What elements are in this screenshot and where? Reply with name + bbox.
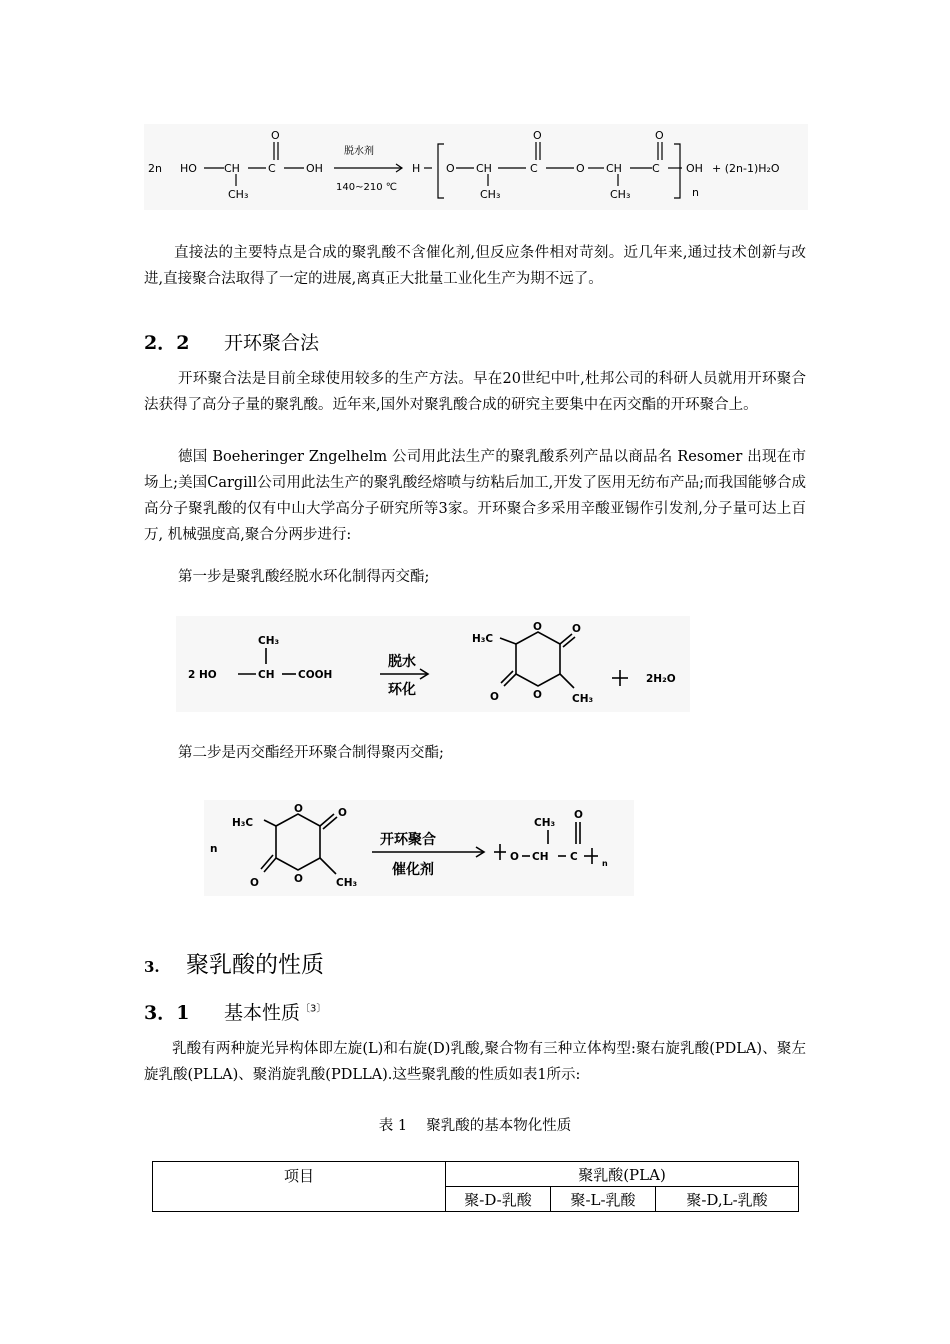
svg-text:C: C: [268, 162, 276, 175]
svg-text:CH: CH: [476, 162, 492, 175]
svg-text:O: O: [294, 803, 303, 815]
svg-text:OH: OH: [306, 162, 323, 175]
svg-text:H₃C: H₃C: [472, 633, 494, 645]
reaction3-reagent-bottom: 催化剂: [392, 862, 434, 878]
svg-text:O: O: [572, 623, 581, 635]
reaction1-subscript-n: n: [692, 186, 699, 199]
table1-col-pdlla: 聚-D,L-乳酸: [656, 1187, 799, 1212]
svg-text:CH₃: CH₃: [572, 693, 594, 705]
svg-text:O: O: [338, 807, 347, 819]
paragraph-ring-opening-1: 开环聚合法是目前全球使用较多的生产方法。早在20世纪中叶,杜邦公司的科研人员就用开环聚合法获得了高分子量的聚乳酸。近年来,国外对聚乳酸合成的研究主要集中在丙交酯的开环聚合上。: [144, 371, 806, 413]
svg-text:C: C: [530, 162, 538, 175]
svg-text:O: O: [574, 809, 583, 821]
reaction2-coef: 2 HO: [188, 669, 217, 681]
svg-text:CH₃: CH₃: [336, 877, 358, 889]
svg-text:O: O: [533, 621, 542, 633]
table1-header-item: 项目: [153, 1162, 446, 1212]
svg-text:O: O: [533, 689, 542, 701]
reaction2-reagent-bottom: 环化: [388, 682, 416, 698]
section-3-number: 3.: [144, 958, 160, 976]
svg-text:CH: CH: [224, 162, 240, 175]
step1-text: 第一步是聚乳酸经脱水环化制得丙交酯;: [178, 569, 430, 585]
reaction2-reagent-top: 脱水: [388, 654, 416, 670]
svg-text:OH: OH: [686, 162, 703, 175]
table1: [152, 1161, 799, 1212]
reaction1-scheme: [144, 124, 808, 210]
svg-text:C: C: [652, 162, 660, 175]
table1-header-group: 聚乳酸(PLA): [446, 1162, 799, 1187]
paragraph-direct-method: 直接法的主要特点是合成的聚乳酸不含催化剂,但反应条件相对苛刻。近几年来,通过技术创新与改进,直接聚合法取得了一定的进展,离真正大批量工业化生产为期不远了。: [144, 245, 806, 287]
reaction3-reagent-top: 开环聚合: [380, 832, 436, 848]
svg-text:HO: HO: [180, 162, 197, 175]
svg-text:O: O: [271, 129, 280, 142]
svg-text:CH₃: CH₃: [610, 188, 631, 201]
section-3-heading: [144, 946, 324, 979]
step2-text: 第二步是丙交酯经开环聚合制得聚丙交酯;: [178, 745, 444, 761]
svg-text:O: O: [446, 162, 455, 175]
svg-text:O: O: [490, 691, 499, 703]
svg-text:O: O: [533, 129, 542, 142]
svg-text:n: n: [602, 859, 608, 868]
reaction3-coef: n: [210, 843, 218, 855]
svg-text:CH₃: CH₃: [534, 817, 556, 829]
section-3-1-number: 3．1: [144, 1002, 190, 1024]
reaction1-coef: 2n: [148, 162, 162, 175]
svg-text:CH: CH: [258, 669, 275, 681]
section-3-title: 聚乳酸的性质: [186, 952, 324, 978]
reaction2-water: 2H₂O: [646, 673, 676, 685]
svg-text:O: O: [294, 873, 303, 885]
svg-text:CH₃: CH₃: [480, 188, 501, 201]
section-2-2-number: 2．2: [144, 332, 190, 354]
svg-text:CH₃: CH₃: [228, 188, 249, 201]
svg-text:C: C: [570, 851, 578, 863]
svg-text:O: O: [250, 877, 259, 889]
table1-col-plla: 聚-L-乳酸: [551, 1187, 656, 1212]
svg-text:O: O: [510, 851, 519, 863]
section-2-2-heading: [144, 328, 319, 355]
svg-text:CH₃: CH₃: [258, 635, 280, 647]
reaction1-conditions: 140~210 ℃: [336, 182, 397, 193]
svg-text:CH: CH: [606, 162, 622, 175]
svg-text:H₃C: H₃C: [232, 817, 254, 829]
table1-caption: 表 1 聚乳酸的基本物化性质: [378, 1118, 572, 1134]
reaction1-reagent: 脱水剂: [344, 146, 374, 157]
svg-text:O: O: [655, 129, 664, 142]
table1-col-pdla: 聚-D-乳酸: [446, 1187, 551, 1212]
reaction1-byproduct: + (2n-1)H₂O: [712, 162, 780, 175]
paragraph-basic-properties: 乳酸有两种旋光异构体即左旋(L)和右旋(D)乳酸,聚合物有三种立体构型:聚右旋乳酸(PDLA)、聚左旋乳酸(PLLA)、聚消旋乳酸(PDLLA).这些聚乳酸的性质如表1所示:: [144, 1041, 806, 1083]
reaction2-scheme: [176, 616, 690, 712]
section-3-1-reference: 〔3〕: [300, 1003, 327, 1015]
svg-text:COOH: COOH: [298, 669, 333, 681]
svg-text:CH: CH: [532, 851, 549, 863]
section-3-1-title: 基本性质: [224, 1002, 301, 1024]
svg-text:O: O: [576, 162, 585, 175]
section-3-1-heading: [144, 998, 326, 1025]
section-2-2-title: 开环聚合法: [224, 332, 320, 354]
reaction3-scheme: [204, 800, 634, 896]
svg-text:H: H: [412, 162, 421, 175]
paragraph-ring-opening-2: 德国 Boeheringer Zngelhelm 公司用此法生产的聚乳酸系列产品以商品名 Resomer 出现在市场上;美国Cargill公司用此法生产的聚乳酸经熔喷与纺粘后加工,开发了医用无纺布产品;而我国能够合成高分子聚乳酸的仅有中山大学高分子研究所等3家。开环聚合多采用辛酸亚锡作引发剂,分子量可达上百万, 机械强度高,聚合分两步进行:: [144, 449, 806, 543]
